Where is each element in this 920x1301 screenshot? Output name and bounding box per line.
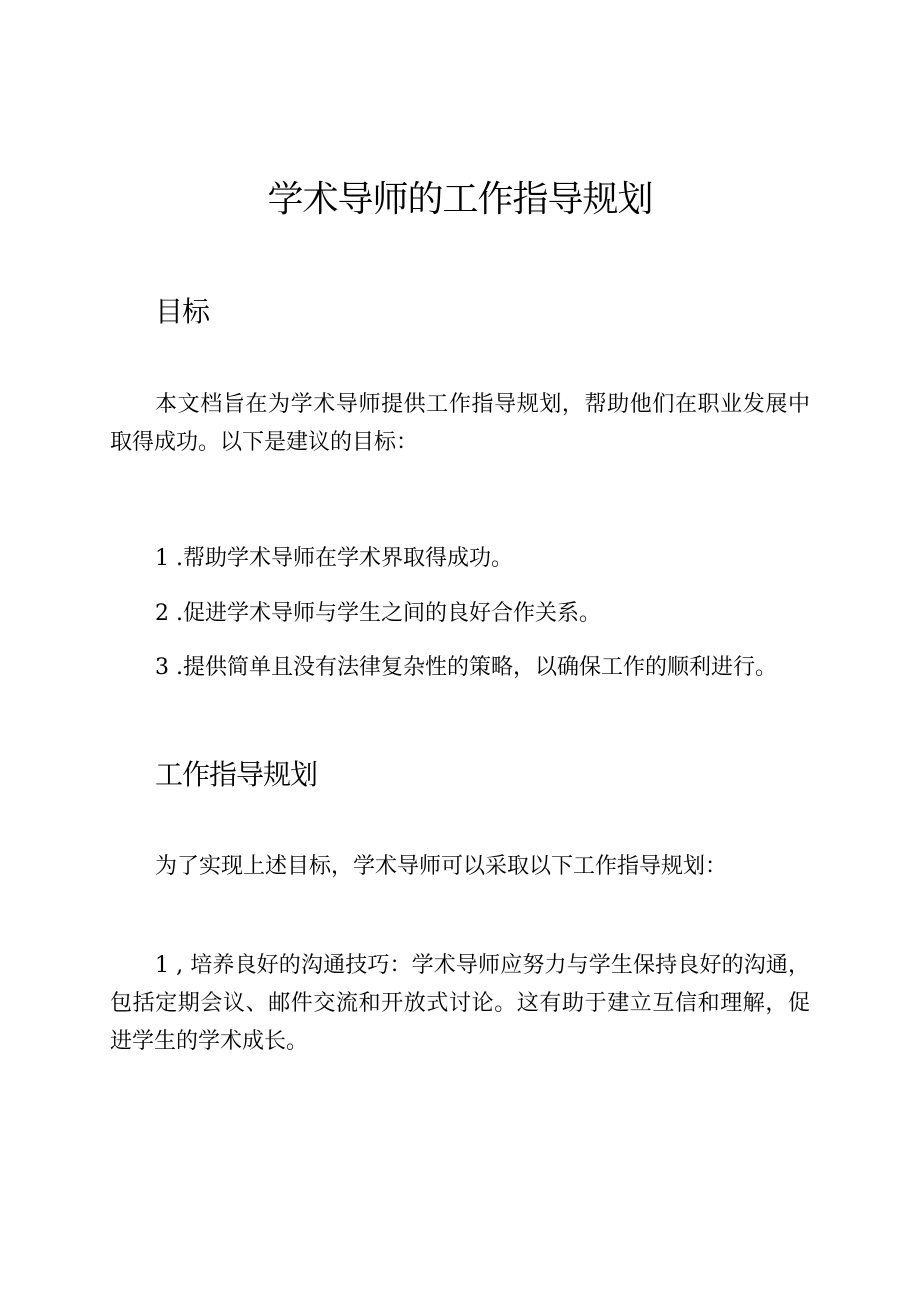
goal-item-2: 2 .促进学术导师与学生之间的良好合作关系。: [155, 601, 601, 626]
section-heading-plan: 工作指导规划: [155, 758, 318, 791]
goal-item-3: 3 .提供简单且没有法律复杂性的策略，以确保工作的顺利进行。: [155, 655, 777, 680]
document-title: 学术导师的工作指导规划: [267, 179, 653, 220]
section-heading-goals: 目标: [155, 295, 210, 328]
goal-item-1: 1 .帮助学术导师在学术界取得成功。: [155, 546, 513, 571]
plan-item-1: 1 , 培养良好的沟通技巧：学术导师应努力与学生保持良好的沟通，包括定期会议、邮件交流和开放式讨论。这有助于建立互信和理解，促进学生的学术成长。: [110, 953, 810, 1054]
plan-intro-paragraph: 为了实现上述目标，学术导师可以采取以下工作指导规划：: [155, 854, 728, 879]
goals-intro-paragraph: 本文档旨在为学术导师提供工作指导规划，帮助他们在职业发展中取得成功。以下是建议的目标：: [110, 392, 810, 455]
